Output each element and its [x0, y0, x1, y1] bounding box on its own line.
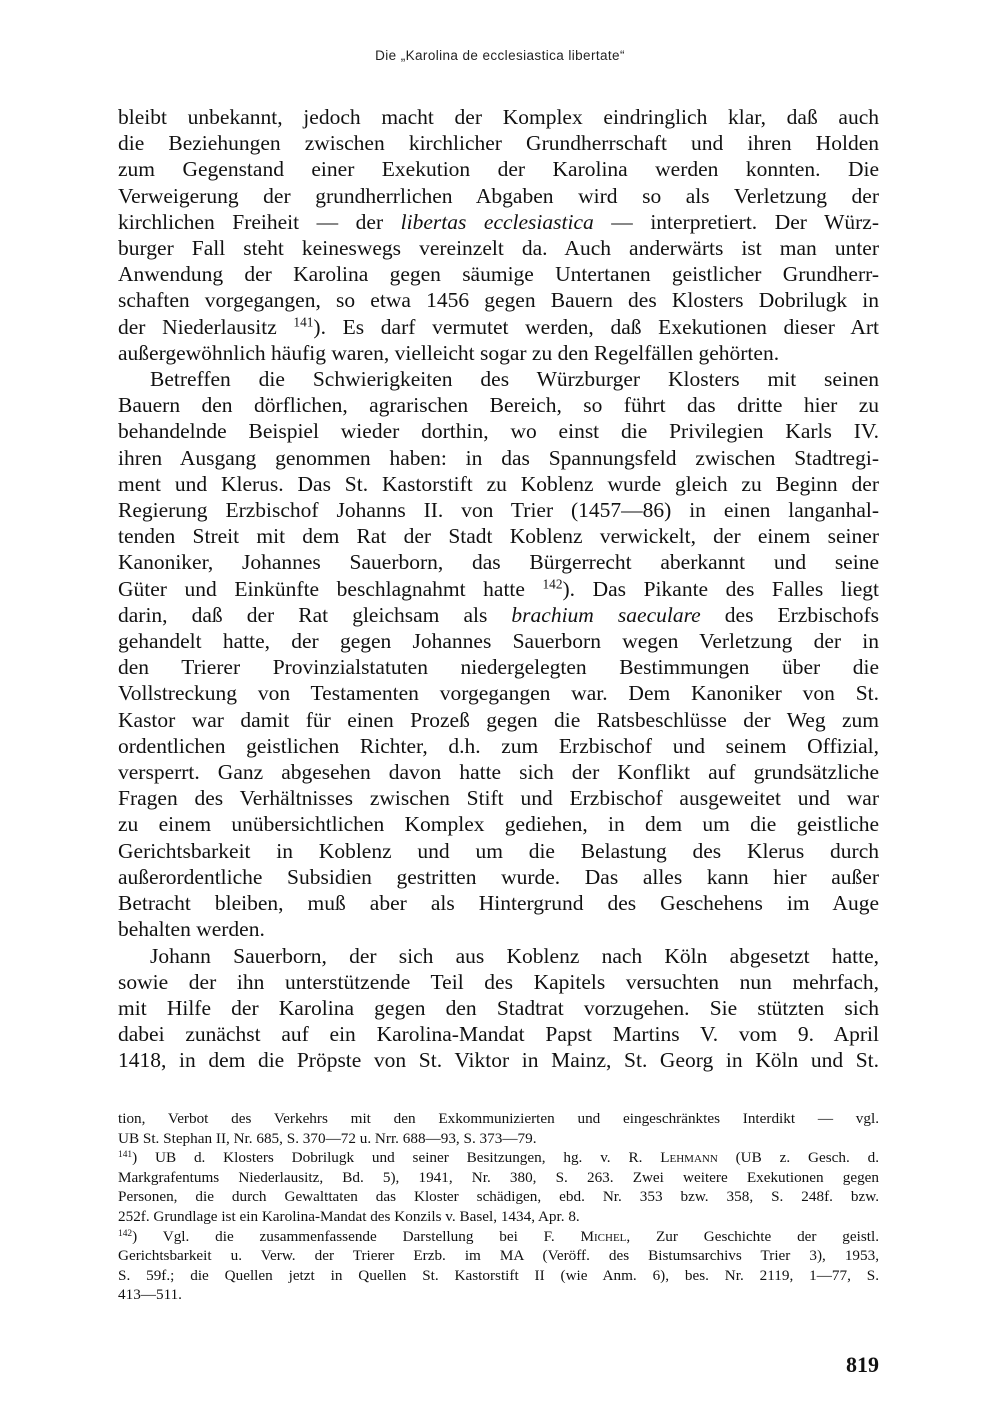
author-name: Michel — [580, 1227, 627, 1245]
footnote-line — [118, 1227, 879, 1247]
text-line: bleibt unbekannt, jedoch macht der Komplex eindringlich klar, daß auch — [118, 105, 879, 129]
text-segment: des Erzbischofs — [700, 602, 880, 627]
text-segment: , Zur Geschichte der geistl. — [626, 1227, 879, 1245]
text-line: Kanoniker, Johannes Sauerborn, das Bürgerrecht aberkannt und seine — [118, 550, 879, 575]
footnote-line — [118, 1148, 879, 1168]
text-line: schaften vorgegangen, so etwa 1456 gegen Bauern des Klosters Dobrilugk in — [118, 288, 879, 313]
text-segment: (UB z. Gesch. d. — [717, 1149, 879, 1167]
footnote-line: Gerichtsbarkeit u. Verw. der Trierer Erzb. im MA (Veröff. des Bistumsarchivs Trier 3), 1953, — [118, 1247, 879, 1265]
text-line: die Beziehungen zwischen kirchlicher Grundherrschaft und ihren Holden — [118, 131, 879, 156]
text-segment: der Niederlausitz — [118, 314, 294, 339]
main-text — [118, 104, 879, 1074]
footnote-mark: 142 — [118, 1228, 133, 1239]
text-segment: ). Es darf vermutet werden, daß Exekutionen dieser Art — [313, 314, 879, 339]
text-line: behandelnde Beispiel wieder dorthin, wo einst die Privilegien Karls IV. — [118, 419, 879, 444]
footnote-line: Markgrafentums Niederlausitz, Bd. 5), 1941, Nr. 380, S. 263. Zwei weitere Exekutionen gegen — [118, 1168, 879, 1186]
text-line: behalten werden. — [118, 917, 265, 942]
text-line: außergewöhnlich häufig waren, vielleicht sogar zu den Regelfällen gehörten. — [118, 340, 780, 365]
text-line: Johann Sauerborn, der sich aus Koblenz nach Köln abgesetzt hatte, — [150, 943, 879, 968]
text-line: burger Fall steht keineswegs vereinzelt da. Auch anderwärts ist man unter — [118, 236, 879, 261]
text-line: versperrt. Ganz abgesehen davon hatte sich der Konflikt auf grundsätzliche — [118, 760, 879, 785]
text-line: außerordentliche Subsidien gestritten wurde. Das alles kann hier außer — [118, 864, 879, 889]
latin-term: libertas ecclesiastica — [400, 209, 594, 234]
text-line: Betreffen die Schwierigkeiten des Würzburger Klosters mit seinen — [150, 367, 879, 392]
text-line: zum Gegenstand einer Exekution der Karolina werden konnten. Die — [118, 157, 879, 182]
footnote-142 — [118, 1227, 879, 1305]
text-line: 1418, in dem die Pröpste von St. Viktor in Mainz, St. Georg in Köln und St. — [118, 1048, 879, 1073]
text-segment: ) UB d. Klosters Dobrilugk und seiner Besitzungen, hg. v. R. — [132, 1149, 661, 1167]
running-head: Die „Karolina de ecclesiastica libertate“ — [375, 48, 625, 63]
footnote-ref-141[interactable]: 141 — [293, 314, 314, 330]
paragraph-3 — [118, 943, 879, 1074]
footnote-line: 252f. Grundlage ist ein Karolina-Mandat des Konzils v. Basel, 1434, Apr. 8. — [118, 1207, 580, 1225]
text-segment: darin, daß der Rat gleichsam als — [118, 602, 512, 627]
text-segment: kirchlichen Freiheit — der — [118, 209, 401, 234]
footnote-ref-142[interactable]: 142 — [542, 576, 563, 592]
text-segment: Güter und Einkünfte beschlagnahmt hatte — [118, 576, 543, 601]
text-line: den Trierer Provinzialstatuten niedergelegten Bestimmungen über die — [118, 655, 879, 680]
text-line: sowie der ihn unterstützende Teil des Kapitels versuchten nun mehrfach, — [118, 969, 879, 994]
text-line — [118, 314, 879, 340]
text-line: ment und Klerus. Das St. Kastorstift zu Koblenz wurde gleich zu Beginn der — [118, 471, 879, 496]
text-line: Verweigerung der grundherrlichen Abgaben wird so als Verletzung der — [118, 183, 879, 208]
text-line: zu einem unübersichtlichen Komplex gediehen, in dem um die geistliche — [118, 812, 879, 837]
text-line: ihren Ausgang genommen haben: in das Spannungsfeld zwischen Stadtregi- — [118, 445, 879, 470]
text-line: gehandelt hatte, der gegen Johannes Sauerborn wegen Verletzung der in — [118, 629, 879, 654]
text-line: Regierung Erzbischof Johanns II. von Trier (1457—86) in einen langanhal- — [118, 498, 879, 523]
page-number: 819 — [846, 1352, 879, 1377]
text-line: Gerichtsbarkeit in Koblenz und um die Belastung des Klerus durch — [118, 838, 879, 863]
footnote-line: UB St. Stephan II, Nr. 685, S. 370—72 u. Nrr. 688—93, S. 373—79. — [118, 1129, 537, 1147]
text-line: Vollstreckung von Testamenten vorgegangen war. Dem Kanoniker von St. — [118, 681, 879, 706]
footnote-line: 413—511. — [118, 1286, 182, 1304]
paragraph-1 — [118, 104, 879, 366]
footnote-141 — [118, 1148, 879, 1226]
text-line: Bauern den dörflichen, agrarischen Bereich, so führt das dritte hier zu — [118, 393, 879, 418]
text-segment: ). Das Pikante des Falles liegt — [562, 576, 879, 601]
text-line: tenden Streit mit dem Rat der Stadt Koblenz verwickelt, der einem seiner — [118, 524, 879, 549]
text-line: dabei zunächst auf ein Karolina-Mandat Papst Martins V. vom 9. April — [118, 1022, 879, 1047]
text-segment: — interpretiert. Der Würz- — [593, 209, 879, 234]
text-line — [118, 209, 879, 235]
text-line: Anwendung der Karolina gegen säumige Untertanen geistlicher Grundherr- — [118, 262, 879, 287]
latin-term: brachium saeculare — [511, 602, 701, 627]
text-line: Betracht bleiben, muß aber als Hintergrund des Geschehens im Auge — [118, 891, 879, 916]
footnote-line: tion, Verbot des Verkehrs mit den Exkommunizierten und eingeschränktes Interdikt — vgl. — [118, 1110, 879, 1127]
text-segment: ) Vgl. die zusammenfassende Darstellung bei F. — [132, 1227, 581, 1245]
footnote-line: S. 59f.; die Quellen jetzt in Quellen St. Kastorstift II (wie Anm. 6), bes. Nr. 2119, 1—77, S. — [118, 1266, 879, 1284]
text-line: ordentlichen geistlichen Richter, d.h. zum Erzbischof und seinem Offizial, — [118, 733, 879, 758]
text-line — [118, 576, 879, 602]
paragraph-2 — [118, 366, 879, 942]
footnote-mark: 141 — [118, 1150, 133, 1161]
footnote-continuation — [118, 1109, 879, 1148]
text-line: Kastor war damit für einen Prozeß gegen die Ratsbeschlüsse der Weg zum — [118, 707, 879, 732]
text-line — [118, 602, 879, 628]
footnote-line: Personen, die durch Gewalttaten das Kloster schädigen, ebd. Nr. 353 bzw. 358, S. 248f. bzw. — [118, 1188, 879, 1206]
text-line: Fragen des Verhältnisses zwischen Stift und Erzbischof ausgeweitet und war — [118, 786, 879, 811]
author-name: Lehmann — [660, 1149, 718, 1167]
text-line: mit Hilfe der Karolina gegen den Stadtrat vorzugehen. Sie stützten sich — [118, 995, 879, 1020]
footnotes — [118, 1109, 879, 1305]
